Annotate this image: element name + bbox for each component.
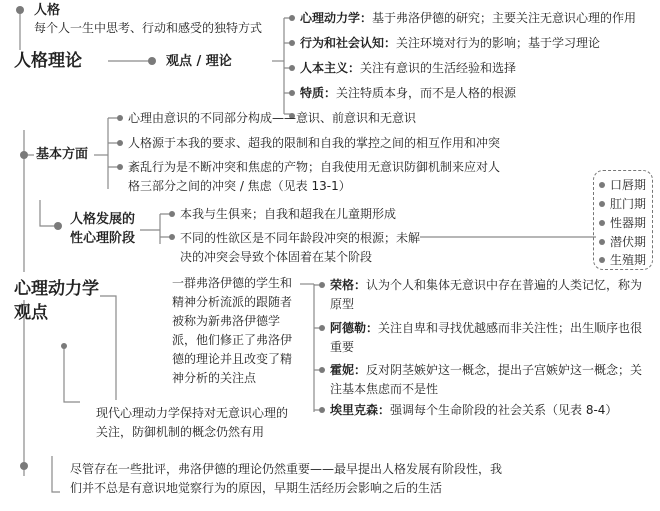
neo-item-adler <box>330 319 646 357</box>
theory-node: 观点 / 理论 <box>166 54 232 69</box>
neo-item-erikson <box>330 402 617 419</box>
theory-item-humanistic <box>300 60 516 77</box>
neo-desc: 强调每个生命阶段的社会关系（见表 8-4） <box>390 403 618 417</box>
stages-label-line2: 性心理阶段 <box>70 231 136 246</box>
stage-genital: 生殖期 <box>610 253 647 267</box>
stage-phallic: 性器期 <box>610 216 647 230</box>
modern-psychodynamic-text: 现代心理动力学保持对无意识心理的关注，防御机制的概念仍然有用 <box>96 406 289 439</box>
psychodynamic-title-line1: 心理动力学 <box>14 279 99 299</box>
neo-desc: 反对阴茎嫉妒这一概念，提出子宫嫉妒这一概念；关注基本焦虑而不是性 <box>330 363 643 396</box>
personality-definition: 每个人一生中思考、行动和感受的独特方式 <box>34 21 263 35</box>
stages-item: 不同的性欲区是不同年龄段冲突的根源；未解决的冲突会导致个体固着在某个阶段 <box>180 231 421 264</box>
stage-oral: 口唇期 <box>610 178 647 192</box>
theory-desc: 关注特质本身，而不是人格的根源 <box>336 86 517 100</box>
theory-desc: 基于弗洛伊德的研究；主要关注无意识心理的作用 <box>372 11 637 25</box>
stages-item: 本我与生俱来；自我和超我在儿童期形成 <box>180 207 397 221</box>
basic-item: 心理由意识的不同部分构成——意识、前意识和无意识 <box>128 111 417 125</box>
neo-desc: 认为个人和集体无意识中存在普遍的人类记忆，称为原型 <box>330 278 643 311</box>
theory-item-behavioral <box>300 35 600 52</box>
neo-term: 埃里克森： <box>330 403 391 417</box>
neo-item-horney <box>330 361 646 399</box>
psychodynamic-title-line2: 观点 <box>14 303 48 323</box>
neo-item-jung <box>330 276 646 314</box>
basic-item: 人格源于本我的要求、超我的限制和自我的掌控之间的相互作用和冲突 <box>128 136 501 150</box>
stages-label-line1: 人格发展的 <box>70 212 136 227</box>
neo-freudian-text: 一群弗洛伊德的学生和精神分析流派的跟随者被称为新弗洛伊德学派，他们修正了弗洛伊德的理论并且改变了精神分析的关注点 <box>172 276 293 385</box>
stage-anal: 肛门期 <box>610 197 647 211</box>
theory-item-trait <box>300 85 516 102</box>
theory-title: 人格理论 <box>14 51 82 71</box>
theory-term: 人本主义： <box>300 61 361 75</box>
basic-aspects-label: 基本方面 <box>36 147 89 162</box>
theory-term: 行为和社会认知： <box>300 36 397 50</box>
theory-desc: 关注环境对行为的影响；基于学习理论 <box>396 36 601 50</box>
neo-term: 霍妮： <box>330 363 367 377</box>
theory-term: 特质： <box>300 86 337 100</box>
theory-item-psychodynamic <box>300 10 636 27</box>
theory-desc: 关注有意识的生活经验和选择 <box>360 61 517 75</box>
neo-term: 阿德勒： <box>330 321 379 335</box>
personality-title: 人格 <box>34 3 61 18</box>
conclusion-text: 尽管存在一些批评，弗洛伊德的理论仍然重要——最早提出人格发展有阶段性，我们并不总是有意识地觉察行为的原因，早期生活经历会影响之后的生活 <box>70 462 503 495</box>
neo-desc: 关注自卑和寻找优越感而非关注性；出生顺序也很重要 <box>330 321 643 354</box>
stage-latency: 潜伏期 <box>610 235 647 249</box>
theory-term: 心理动力学： <box>300 11 373 25</box>
basic-item: 紊乱行为是不断冲突和焦虑的产物；自我使用无意识防御机制来应对人格三部分之间的冲突 / 焦虑（见表 13-1） <box>128 160 501 193</box>
neo-term: 荣格： <box>330 278 367 292</box>
